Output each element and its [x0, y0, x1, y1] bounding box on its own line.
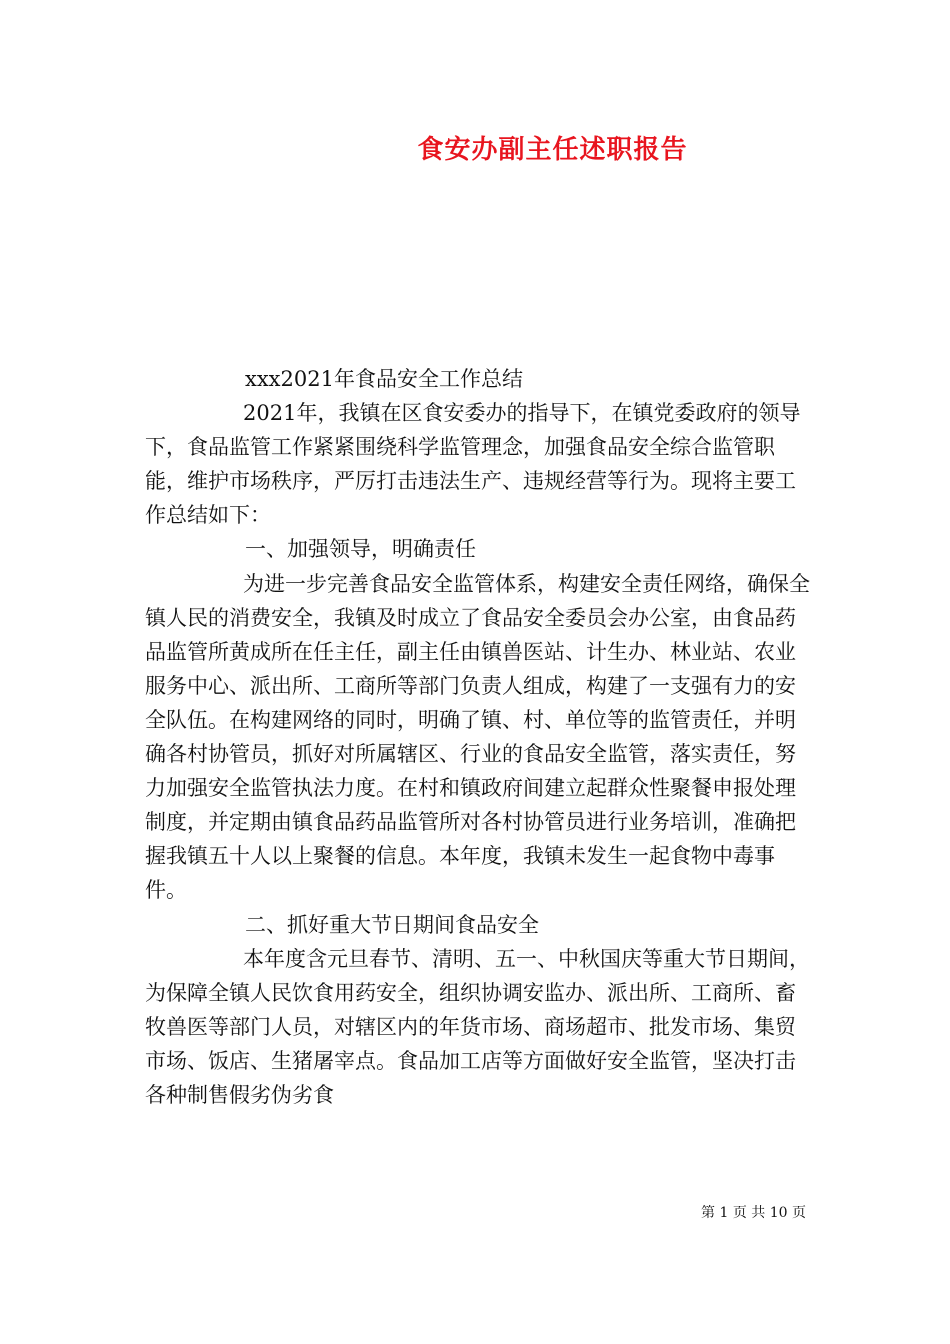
document-title: 食安办副主任述职报告 — [417, 135, 688, 165]
page-number-footer: 第 1 页 共 10 页 — [701, 1205, 806, 1221]
section-2-paragraph: 本年度含元旦春节、清明、五一、中秋国庆等重大节日期间，为保障全镇人民饮食用药安全，组织协调安监办、派出所、工商所、畜牧兽医等部门人员，对辖区内的年货市场、商场超市、批发市场、集贸市场、饭店、生猪屠宰点。食品加工店等方面做好安全监管，坚决打击各种制售假劣伪劣食 — [145, 946, 810, 1107]
section-heading-2: 二、抓好重大节日期间食品安全 — [245, 912, 539, 937]
section-heading-1: 一、加强领导，明确责任 — [245, 537, 476, 562]
document-body — [145, 362, 810, 1112]
document-subtitle: xxx2021年食品安全工作总结 — [245, 367, 523, 391]
section-1-paragraph: 为进一步完善食品安全监管体系，构建安全责任网络，确保全镇人民的消费安全，我镇及时成立了食品安全委员会办公室，由食品药品监管所黄成所在任主任，副主任由镇兽医站、计生办、林业站、农业服务中心、派出所、工商所等部门负责人组成，构建了一支强有力的安全队伍。在构建网络的同时，明确了镇、村、单位等的监管责任，并明确各村协管员，抓好对所属辖区、行业的食品安全监管，落实责任，努力加强安全监管执法力度。在村和镇政府间建立起群众性聚餐申报处理制度，并定期由镇食品药品监管所对各村协管员进行业务培训，准确把握我镇五十人以上聚餐的信息。本年度，我镇未发生一起食物中毒事件。 — [145, 571, 810, 903]
intro-paragraph: 2021年，我镇在区食安委办的指导下，在镇党委政府的领导下，食品监管工作紧紧围绕科学监管理念，加强食品安全综合监管职能，维护市场秩序，严厉打击违法生产、违规经营等行为。现将主要工作总结如下： — [145, 401, 801, 528]
